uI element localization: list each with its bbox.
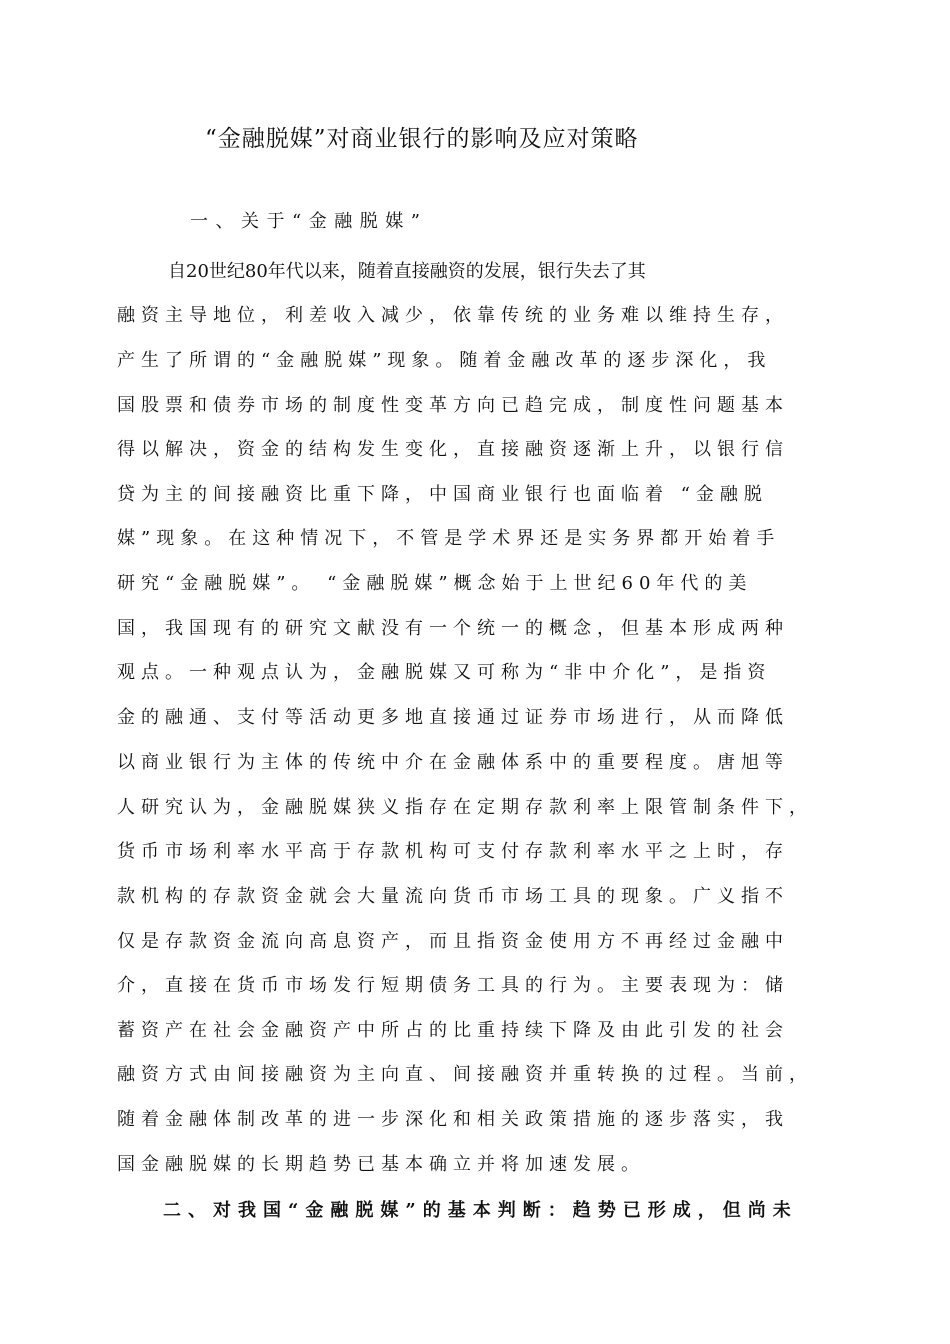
paragraph-line: 人研究认为，金融脱媒狭义指存在定期存款利率上限管制条件下，: [117, 797, 813, 818]
paragraph-line: 国股票和债券市场的制度性变革方向已趋完成，制度性问题基本: [117, 395, 789, 416]
document-title: “金融脱媒”对商业银行的影响及应对策略: [205, 126, 639, 152]
paragraph-line: 以商业银行为主体的传统中介在金融体系中的重要程度。唐旭等: [117, 752, 789, 773]
paragraph-line: 自20世纪80年代以来，随着直接融资的发展，银行失去了其: [168, 261, 646, 282]
paragraph-line: 研究“金融脱媒”。 “金融脱媒”概念始于上世纪60年代的美: [117, 573, 753, 594]
paragraph-line: 媒”现象。在这种情况下，不管是学术界还是实务界都开始着手: [117, 528, 781, 549]
section-heading-1: 一、关于“金融脱媒”: [190, 211, 428, 232]
paragraph-line: 观点。一种观点认为，金融脱媒又可称为“非中介化”，是指资: [117, 662, 772, 683]
paragraph-line: 金的融通、支付等活动更多地直接通过证券市场进行，从而降低: [117, 707, 789, 728]
paragraph-line: 融资主导地位，利差收入减少，依靠传统的业务难以维持生存，: [117, 305, 789, 326]
paragraph-line: 国金融脱媒的长期趋势已基本确立并将加速发展。: [117, 1154, 645, 1175]
paragraph-line: 产生了所谓的“金融脱媒”现象。随着金融改革的逐步深化，我: [117, 350, 772, 371]
paragraph-line: 蓄资产在社会金融资产中所占的比重持续下降及由此引发的社会: [117, 1020, 789, 1041]
paragraph-line: 国，我国现有的研究文献没有一个统一的概念，但基本形成两种: [117, 618, 789, 639]
paragraph-line: 融资方式由间接融资为主向直、间接融资并重转换的过程。当前，: [117, 1064, 813, 1085]
paragraph-line: 仅是存款资金流向高息资产，而且指资金使用方不再经过金融中: [117, 931, 789, 952]
paragraph-line: 随着金融体制改革的进一步深化和相关政策措施的逐步落实，我: [117, 1109, 789, 1130]
paragraph-line: 货币市场利率水平高于存款机构可支付存款利率水平之上时，存: [117, 841, 789, 862]
paragraph-line: 得以解决，资金的结构发生变化，直接融资逐渐上升，以银行信: [117, 439, 789, 460]
section-heading-2: 二、对我国“金融脱媒”的基本判断：趋势已形成，但尚未: [163, 1200, 798, 1221]
paragraph-line: 款机构的存款资金就会大量流向货币市场工具的现象。广义指不: [117, 886, 789, 907]
paragraph-line: 贷为主的间接融资比重下降，中国商业银行也面临着 “金融脱: [117, 484, 768, 505]
paragraph-line: 介，直接在货币市场发行短期债务工具的行为。主要表现为：储: [117, 975, 789, 996]
